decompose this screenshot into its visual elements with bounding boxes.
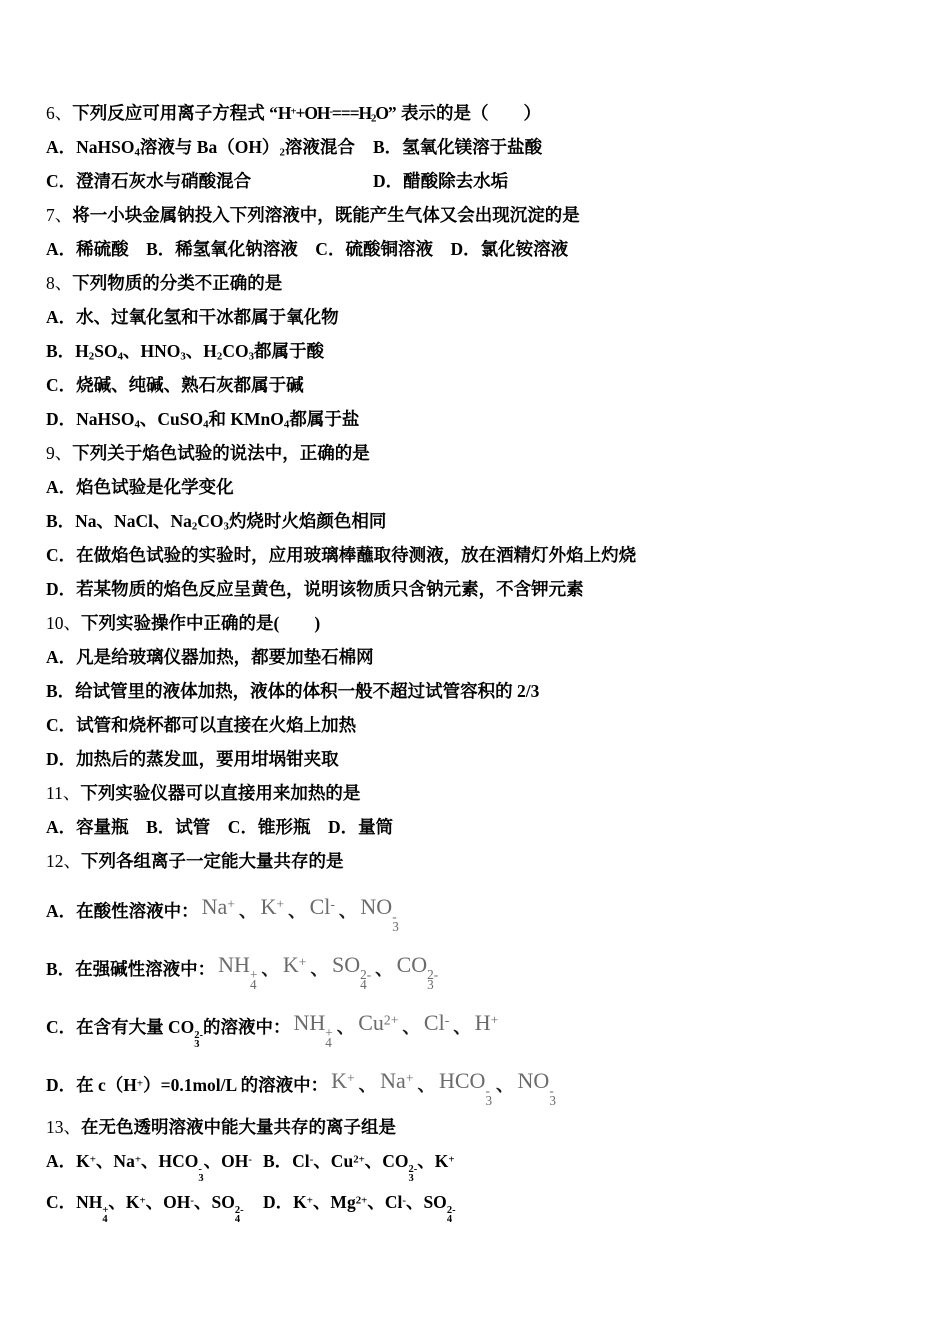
- q8-number: 8、: [46, 273, 73, 293]
- q10-stem-text: 下列实验操作中正确的是( ): [81, 613, 321, 633]
- stacked-subsup: 2- 3: [408, 1164, 418, 1184]
- ion-separator: 、: [310, 959, 328, 979]
- q7-stem-text: 将一小块金属钠投入下列溶液中，既能产生气体又会出现沉淀的是: [72, 205, 580, 225]
- stacked-subsup: - 3: [549, 1082, 556, 1109]
- q9-option-a: A．焰色试验是化学变化: [46, 477, 234, 497]
- question-12: [46, 844, 894, 1110]
- ion-separator: 、: [261, 959, 279, 979]
- q12-option-d: [46, 1052, 894, 1110]
- q11-options: A．容量瓶 B．试管 C．锥形瓶 D．量筒: [46, 817, 394, 837]
- q13-number: 13、: [46, 1117, 81, 1137]
- q12-option-b: [46, 936, 894, 994]
- stacked-subsup: - 3: [198, 1164, 204, 1184]
- q6-option-d: D．醋酸除去水垢: [373, 171, 509, 191]
- q11-stem-text: 下列实验仪器可以直接用来加热的是: [80, 783, 361, 803]
- question-8: [46, 266, 894, 436]
- ion-separator: 、: [402, 1017, 420, 1037]
- q6-options-row-1: [46, 130, 894, 164]
- q10-option-a: A．凡是给玻璃仪器加热，都要加垫石棉网: [46, 647, 374, 667]
- q12-option-a-label: A．在酸性溶液中：: [46, 901, 199, 921]
- stacked-subsup: 2- 3: [194, 1030, 204, 1050]
- question-7: [46, 198, 894, 266]
- q8-option-b: B．$H_2SO_4$、$HNO_3$、$H_2CO_3$都属于酸: [46, 341, 325, 363]
- q10-option-d: D．加热后的蒸发皿，要用坩埚钳夹取: [46, 749, 339, 769]
- stacked-subsup: 2- 4: [446, 1204, 456, 1225]
- q12-number: 12、: [46, 851, 81, 871]
- ion-formula: NO - 3: [517, 1068, 556, 1109]
- q13-stem: [46, 1110, 894, 1144]
- q13-option-b: B．Cl-、$Cu^{2+}$、CO 2- 3 、K+: [263, 1151, 455, 1184]
- ion-formula: $Cu^{2+}$: [358, 1010, 399, 1035]
- q9-option-d: D．若某物质的焰色反应呈黄色，说明该物质只含钠元素，不含钾元素: [46, 579, 584, 599]
- stacked-subsup: - 3: [392, 908, 399, 935]
- q11-stem: [46, 776, 894, 810]
- q12-option-d-label: D．在 c（H+）=0.1mol/L 的溶液中：: [46, 1075, 329, 1095]
- q10-stem: [46, 606, 894, 640]
- q8-stem-text: 下列物质的分类不正确的是: [72, 273, 283, 293]
- stacked-subsup: + 4: [249, 966, 258, 993]
- ion-separator: 、: [453, 1017, 471, 1037]
- q12-option-b-ions: [215, 952, 441, 993]
- q10-option-b: B．给试管里的液体加热，液体的体积一般不超过试管容积的 2/3: [46, 681, 540, 701]
- q11-number: 11、: [46, 783, 81, 803]
- q12-option-b-label: B．在强碱性溶液中：: [46, 959, 216, 979]
- q7-stem: [46, 198, 894, 232]
- question-6: [46, 96, 894, 198]
- q12-option-c-ions: [291, 1010, 502, 1051]
- q6-stem-text-end: ” 表示的是（ ）: [387, 103, 542, 123]
- q13-stem-text: 在无色透明溶液中能大量共存的离子组是: [81, 1117, 396, 1137]
- q7-number: 7、: [46, 205, 73, 225]
- q12-option-c: [46, 994, 894, 1052]
- ion-separator: 、: [375, 959, 393, 979]
- stacked-subsup: 2- 4: [234, 1204, 244, 1225]
- stacked-subsup: 2- 3: [427, 966, 439, 993]
- q9-stem-text: 下列关于焰色试验的说法中，正确的是: [72, 443, 370, 463]
- q9-option-b: B．Na、NaCl、$Na_2CO_3$灼烧时火焰颜色相同: [46, 511, 387, 533]
- ion-formula: Na+: [201, 894, 235, 919]
- q8-option-d: D．NaHSO$_4$、CuSO$_4$和 KMnO$_4$都属于盐: [46, 409, 360, 431]
- ion-formula: Cl-: [309, 894, 335, 919]
- ion-formula: H+: [474, 1010, 499, 1035]
- q13-options-row-2: [46, 1185, 894, 1226]
- q6-option-c: C．澄清石灰水与硝酸混合: [46, 171, 252, 191]
- ion-separator: 、: [358, 1075, 377, 1095]
- q12-option-a-ions: [199, 894, 402, 935]
- q6-option-a: A．NaHSO$_4$溶液与 $Ba(OH)_2$溶液混合: [46, 137, 355, 159]
- question-13: [46, 1110, 894, 1225]
- stacked-subsup: + 4: [325, 1024, 333, 1051]
- ion-separator: 、: [417, 1075, 435, 1095]
- stacked-subsup: + 4: [102, 1204, 109, 1225]
- ion-formula: HCO - 3: [439, 1068, 493, 1109]
- ion-formula: K+: [282, 952, 307, 977]
- ion-formula: CO 2- 3: [396, 952, 439, 993]
- q6-option-b: B．氢氧化镁溶于盐酸: [373, 137, 543, 157]
- question-11: [46, 776, 894, 844]
- ion-formula: NH + 4: [218, 952, 258, 993]
- ion-formula: NO - 3: [360, 894, 399, 935]
- stacked-subsup: 2- 4: [360, 966, 372, 993]
- q12-option-c-label: C．在含有大量 CO 2- 3 的溶液中：: [46, 1017, 291, 1050]
- q12-stem-text: 下列各组离子一定能大量共存的是: [81, 851, 344, 871]
- q9-stem: [46, 436, 894, 470]
- q6-options-row-2: [46, 164, 894, 198]
- q12-option-a: [46, 878, 894, 936]
- q8-option-a: A．水、过氧化氢和干冰都属于氧化物: [46, 307, 339, 327]
- q7-options: A．稀硫酸 B．稀氢氧化钠溶液 C．硫酸铜溶液 D．氯化铵溶液: [46, 239, 569, 259]
- question-9: [46, 436, 894, 606]
- q10-option-c: C．试管和烧杯都可以直接在火焰上加热: [46, 715, 357, 735]
- q6-number: 6、: [46, 103, 73, 123]
- ion-separator: 、: [336, 1017, 355, 1037]
- ion-separator: 、: [496, 1075, 514, 1095]
- ion-separator: 、: [288, 901, 306, 921]
- q13-option-a: A．K+、Na+、HCO - 3 、OH-: [46, 1151, 252, 1184]
- q13-option-d: D．K+、$Mg^{2+}$、Cl-、SO 2- 4: [263, 1191, 456, 1225]
- ion-formula: K+: [260, 894, 285, 919]
- q12-stem: [46, 844, 894, 878]
- q6-ionic-equation: $H^++OH^-===H_2O$: [277, 103, 388, 125]
- q10-number: 10、: [46, 613, 81, 633]
- ion-formula: Cl-: [423, 1010, 450, 1035]
- ion-formula: K+: [331, 1068, 355, 1093]
- question-10: [46, 606, 894, 776]
- q13-option-c: C．NH + 4 、K+、OH-、SO 2- 4: [46, 1191, 244, 1225]
- q9-option-c: C．在做焰色试验的实验时，应用玻璃棒蘸取待测液，放在酒精灯外焰上灼烧: [46, 545, 637, 565]
- q8-option-c: C．烧碱、纯碱、熟石灰都属于碱: [46, 375, 304, 395]
- q6-stem: [46, 96, 894, 130]
- q8-stem: [46, 266, 894, 300]
- ion-separator: 、: [238, 901, 257, 921]
- stacked-subsup: - 3: [485, 1082, 493, 1109]
- ion-formula: NH + 4: [293, 1010, 333, 1051]
- q6-stem-text: 下列反应可用离子方程式 “: [72, 103, 278, 123]
- ion-formula: Na+: [380, 1068, 414, 1093]
- q9-number: 9、: [46, 443, 73, 463]
- ion-separator: 、: [338, 901, 357, 921]
- q12-option-d-ions: [328, 1068, 559, 1109]
- q13-options-row-1: [46, 1144, 894, 1185]
- ion-formula: SO 2- 4: [331, 952, 372, 993]
